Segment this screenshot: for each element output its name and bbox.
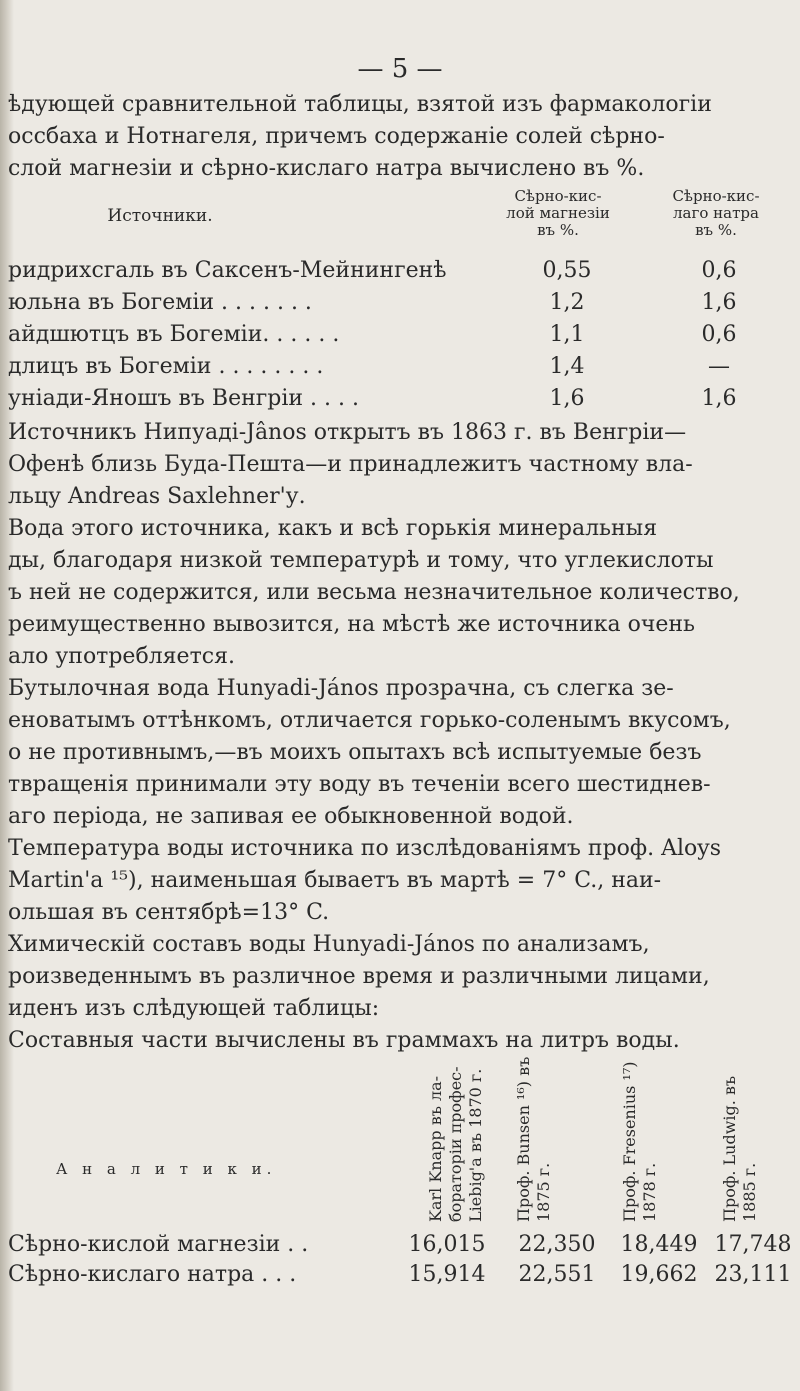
- natron-column-header: Сѣрно-кис- лаго натра въ %.: [672, 187, 760, 239]
- analysts-label: А н а л и т и к и.: [56, 1160, 277, 1178]
- source-name: ридрихсгаль въ Саксенъ-Мейнингенѣ: [8, 258, 447, 283]
- body-line: ало употребляется.: [8, 644, 235, 669]
- value-fresenius: 19,662: [620, 1262, 698, 1287]
- table-row: [8, 1260, 798, 1290]
- natron-value: 1,6: [701, 386, 737, 411]
- analyst-header-line: Liebig'a въ 1870 г.: [466, 1068, 485, 1222]
- value-bunsen: 22,551: [518, 1262, 596, 1287]
- body-line: твращенія принимали эту воду въ теченіи всего шестиднев-: [8, 772, 711, 797]
- body-line: Вода этого источника, какъ и всѣ горькія минеральныя: [8, 516, 658, 541]
- intro-line: слой магнезіи и сѣрно-кислаго натра вычислено въ %.: [8, 156, 645, 181]
- table-row: [8, 1230, 798, 1260]
- value-ludwig: 17,748: [714, 1232, 792, 1257]
- analyst-header-line: 1878 г.: [640, 1162, 659, 1222]
- analyst-header-line: 1875 г.: [534, 1162, 553, 1222]
- body-line: реимущественно вывозится, на мѣстѣ же источника очень: [8, 612, 696, 637]
- body-line: иденъ изъ слѣдующей таблицы:: [8, 996, 380, 1021]
- value-ludwig: 23,111: [714, 1262, 792, 1287]
- intro-line: ѣдующей сравнительной таблицы, взятой изъ фармакологіи: [8, 92, 712, 117]
- natron-value: —: [708, 354, 730, 379]
- natron-value: 1,6: [701, 290, 737, 315]
- analyst-header-line: Проф. Fresenius ¹⁷): [620, 1061, 639, 1222]
- natron-value: 0,6: [701, 258, 737, 283]
- value-fresenius: 18,449: [620, 1232, 698, 1257]
- body-line: о не противнымъ,—въ моихъ опытахъ всѣ испытуемые безъ: [8, 740, 702, 765]
- body-line: Температура воды источника по изслѣдованіямъ проф. Aloys: [8, 836, 721, 861]
- analyst-header-line: бораторіи профес-: [446, 1066, 465, 1222]
- body-line: льцу Andreas Saxlehner'у.: [8, 484, 306, 509]
- body-line: ольшая въ сентябрѣ=13° C.: [8, 900, 330, 925]
- magnesia-column-header: Сѣрно-кис- лой магнезіи въ %.: [506, 187, 610, 239]
- value-knapp: 16,015: [408, 1232, 486, 1257]
- body-line: Martin'a ¹⁵), наименьшая бываетъ въ мартѣ = 7° C., наи-: [8, 868, 662, 893]
- body-line: Офенѣ близь Буда-Пешта—и принадлежитъ частному вла-: [8, 452, 693, 477]
- analyst-header-line: Проф. Bunsen ¹⁶) въ: [514, 1056, 533, 1222]
- magnesia-value: 1,2: [549, 290, 585, 315]
- body-line: роизведеннымъ въ различное время и различными лицами,: [8, 964, 710, 989]
- natron-value: 0,6: [701, 322, 737, 347]
- analyst-header-line: Проф. Ludwig. въ: [720, 1075, 739, 1222]
- magnesia-value: 1,1: [549, 322, 585, 347]
- analyst-header-line: 1885 г.: [740, 1162, 759, 1222]
- source-column-header: Источники.: [107, 206, 213, 226]
- body-line: аго періода, не запивая ее обыкновенной водой.: [8, 804, 574, 829]
- table-row: [8, 288, 798, 318]
- intro-line: оссбаха и Нотнагеля, причемъ содержаніе солей сѣрно-: [8, 124, 665, 149]
- table-row: [8, 352, 798, 382]
- body-line: Составныя части вычислены въ граммахъ на литръ воды.: [8, 1028, 680, 1053]
- body-line: ды, благодаря низкой температурѣ и тому, что углекислоты: [8, 548, 714, 573]
- table-row: [8, 320, 798, 350]
- body-line: ъ ней не содержится, или весьма незначительное количество,: [8, 580, 740, 605]
- body-line: еноватымъ оттѣнкомъ, отличается горько-соленымъ вкусомъ,: [8, 708, 731, 733]
- source-name: длицъ въ Богеміи . . . . . . . .: [8, 354, 324, 379]
- source-name: айдшютцъ въ Богеміи. . . . . .: [8, 322, 340, 347]
- table-row: [8, 384, 798, 414]
- magnesia-value: 1,6: [549, 386, 585, 411]
- table-row: [8, 256, 798, 286]
- magnesia-value: 1,4: [549, 354, 585, 379]
- body-line: Источникъ Нипуаді-Jânos открытъ въ 1863 г. въ Венгріи—: [8, 420, 687, 445]
- page-number: — 5 —: [357, 54, 443, 84]
- component-name: Сѣрно-кислаго натра . . .: [8, 1262, 297, 1287]
- component-name: Сѣрно-кислой магнезіи . .: [8, 1232, 309, 1257]
- body-line: Химическій составъ воды Hunyadi-János по анализамъ,: [8, 932, 650, 957]
- source-name: юльна въ Богеміи . . . . . . .: [8, 290, 312, 315]
- analyst-header-line: Karl Knapp въ ла-: [426, 1075, 445, 1222]
- magnesia-value: 0,55: [542, 258, 592, 283]
- source-name: уніади-Яношъ въ Венгріи . . . .: [8, 386, 360, 411]
- body-line: Бутылочная вода Hunyadi-János прозрачна, съ слегка зе-: [8, 676, 674, 701]
- value-bunsen: 22,350: [518, 1232, 596, 1257]
- value-knapp: 15,914: [408, 1262, 486, 1287]
